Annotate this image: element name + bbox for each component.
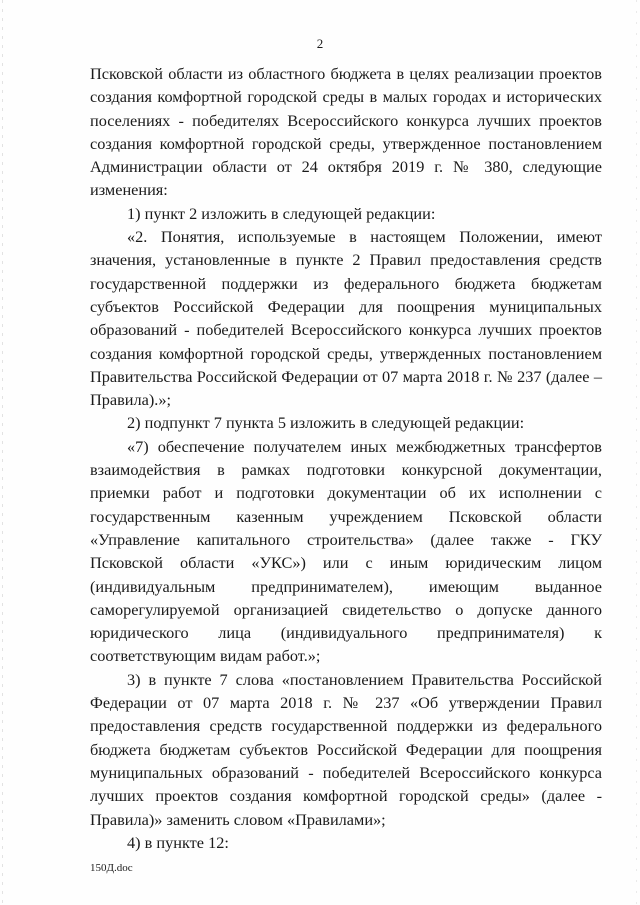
footer-filename: 150Д.doc xyxy=(90,862,133,874)
scan-edge-right xyxy=(636,0,637,905)
paragraph-item-4: 4) в пункте 12: xyxy=(127,832,229,852)
document-body xyxy=(90,62,602,854)
paragraph-item-1: 1) пункт 2 изложить в следующей редакции: xyxy=(127,203,436,223)
paragraph-item-2: 2) подпункт 7 пункта 5 изложить в следующей редакции: xyxy=(127,413,525,433)
paragraph-quote-2: «2. Понятия, используемые в настоящем Положении, имеют значения, установленные в пункте 2 Правил предоставления средств государственной поддержки из федерального бюджета бюджетам субъектов Российской Федерации для поощрения муниципальных образований - победителей Всероссийского конкурса лучших проектов создания комфортной городской среды, утвержденных постановлением Правительства Российской Федерации от 07 марта 2018 г. № 237 (далее – Правила).»; xyxy=(90,227,602,410)
paragraph-quote-7: «7) обеспечение получателем иных межбюджетных трансфертов взаимодействия в рамках подготовки конкурсной документации, приемки работ и подготовки документации об их исполнении с государственным казенным учреждением Псковской области «Управление капитального строительства» (далее также - ГКУ Псковской области «УКС») или с иным юридическим лицом (индивидуальным предпринимателем), имеющим выданное саморегулируемой организацией свидетельство о допуске данного юридического лица (индивидуального предпринимателя) к соответствующим видам работ.»; xyxy=(90,436,602,666)
page-number: 2 xyxy=(316,36,324,51)
paragraph-intro: Псковской области из областного бюджета в целях реализации проектов создания комфортной городской среды в малых городах и исторических поселениях - победителях Всероссийского конкурса лучших проектов создания комфортной городской среды, утвержденное постановлением Администрации области от 24 октября 2019 г. № 380, следующие изменения: xyxy=(90,64,602,200)
scan-edge-left xyxy=(2,0,3,905)
paragraph-item-3: 3) в пункте 7 слова «постановлением Правительства Российской Федерации от 07 марта 2018 г. № 237 «Об утверждении Правил предоставления средств государственной поддержки из федерального бюджета бюджетам субъектов Российской Федерации для поощрения муниципальных образований - победителей Всероссийского конкурса лучших проектов создания комфортной городской среды» (далее - Правила)» заменить словом «Правилами»; xyxy=(90,669,602,829)
